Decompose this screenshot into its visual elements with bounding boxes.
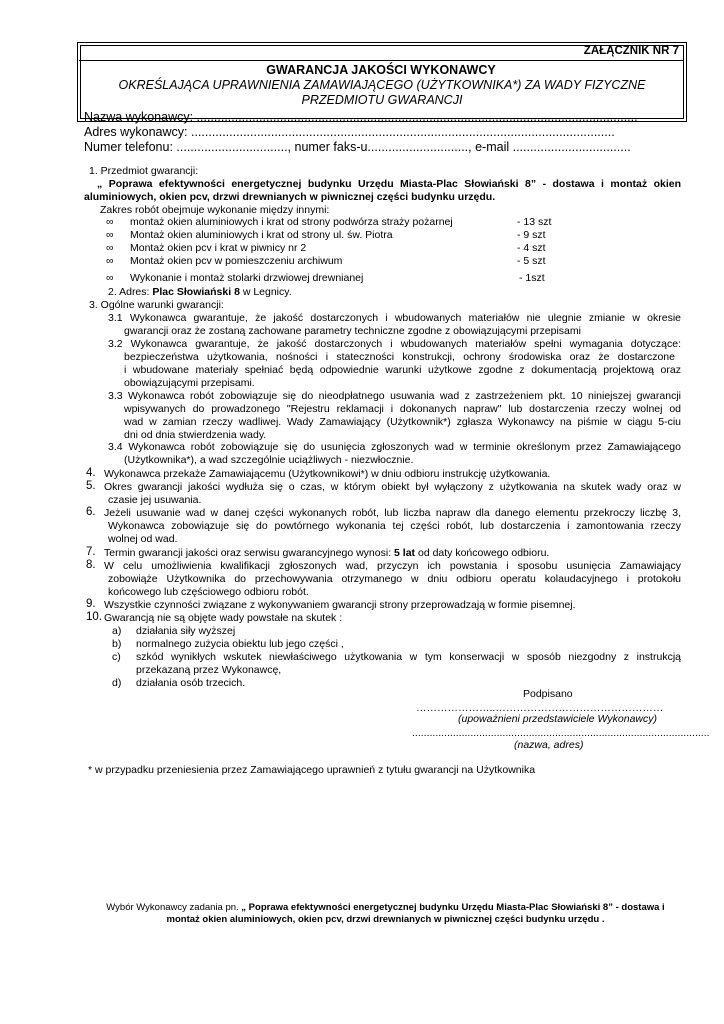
point-6-line-1: Jeżeli usuwanie wad w danej części wykonanych robót, lub liczba napraw dla danego elementu przekroczy liczbę 3, [104,507,681,519]
exclusion-item: szkód wynikłych wskutek niewłaściwego użytkowania w tym konserwacji w sposób niezgodny z instrukcją [136,651,681,663]
point-5-number: 5. [86,480,96,492]
subject-line-1: „ Poprawa efektywności energetycznej budynku Urzędu Miasta-Plac Słowiański 8” - dostawa i montaż okien [97,178,681,190]
point-6-line-3: wolnej od wad. [108,533,178,545]
scope-item-qty: - 1szt [519,272,545,284]
point-8-line-1: W celu umożliwienia kwalifikacji zgłoszonych wad, przyczyn ich powstania i sposobu usunięcia Zamawiający [104,560,681,572]
footnote: * w przypadku przeniesienia przez Zamawiającego uprawnień z tytułu gwarancji na Użytkownika [88,764,536,776]
point-9-number: 9. [86,598,96,610]
footer-line-1 [88,902,683,914]
clause-3-1-line-1: 3.1 Wykonawca gwarantuje, że jakość dostarczonych i wbudowanych materiałów nie ulegnie zmianie w okresie [108,312,681,324]
point-7-number: 7. [86,546,96,558]
exclusion-item-cont: przekazaną przez Wykonawcę, [136,664,282,676]
section-1-heading: 1. Przedmiot gwarancji: [89,165,199,177]
point-9-text: Wszystkie czynności związane z wykonywaniem gwarancji strony przeprowadzają w formie pisemnej. [104,599,576,611]
clause-3-4-line-2: (Użytkownika*), a wad szczególnie uciążliwych - niezwłocznie. [124,454,414,466]
clause-3-3-line-2: wpisywanych do prowadzonego "Rejestru reklamacji i dokonanych napraw" lub dostarczenia rzeczy wolnej od [124,403,681,415]
bullet-icon: ∞ [106,272,114,284]
clause-3-3-line-3: wad w zamian rzeczy wadliwej. Wady Zamawiający (Użytkownik*) zgłasza Wykonawcy na piśmie w ciągu 5-ciu [124,416,681,428]
clause-3-2-line-4: obowiązującymi przepisami. [124,377,255,389]
contractor-phone-field: Numer telefonu: ................................, numer faks-u............................., e-mail .................................. [84,140,631,154]
exclusion-letter: b) [112,638,122,650]
signature-line-1: …………………..………………………………………… [416,702,664,714]
bullet-icon: ∞ [106,255,114,267]
address-value: Plac Słowiański 8 [152,286,240,298]
point-8-line-3: końcowego lub częściowego odbioru robót. [108,586,309,598]
point-5-line-2: czasie jej usuwania. [108,494,202,506]
clause-3-1-line-2: gwarancji oraz że zostaną zachowane parametry techniczne zgodne z obowiązującymi przepisami [124,325,581,337]
scope-item: Montaż okien aluminiowych i krat od strony ul. św. Piotra [130,229,393,241]
exclusion-letter: a) [112,625,122,637]
warranty-period: 5 lat [394,547,416,559]
annex-label: ZAŁĄCZNIK NR 7 [583,45,679,57]
scope-intro: Zakres robót obejmuje wykonanie między innymi: [100,204,330,216]
scope-item: Montaż okien pcv i krat w piwnicy nr 2 [130,242,307,254]
subject-line-2: aluminiowych, okien pcv, drzwi drewnianych w piwnicznej części budynku urzędu. [84,191,496,203]
signature-caption-1: (upoważnieni przedstawiciele Wykonawcy) [458,713,657,725]
scope-item: Wykonanie i montaż stolarki drzwiowej drewnianej [130,272,364,284]
clause-3-2-line-3: i wbudowane materiały spełniać będą odpowiednie warunki użytkowe zgodne z dokumentacją projektową oraz [124,364,681,376]
point-6-number: 6. [86,506,96,518]
signature-caption-2: (nazwa, adres) [514,739,584,751]
scope-item: Montaż okien pcv w pomieszczeniu archiwum [130,255,343,267]
section-2-address [108,286,292,299]
scope-item-qty: - 9 szt [517,229,546,241]
clause-3-3-line-1: 3.3 Wykonawca robót zobowiązuje się do nieodpłatnego usuwania wad z zastrzeżeniem pkt. 10 niniejszej gwarancji [108,390,681,402]
point-5-line-1: Okres gwarancji jakości wydłuża się o czas, w którym obiekt był wyłączony z użytkowania na skutek wady oraz w [104,481,681,493]
address-prefix: 2. Adres: [108,286,153,298]
exclusion-item: normalnego zużycia obiektu lub jego części , [136,638,344,650]
clause-3-2-line-2: bezpieczeństwa użytkowania, nośności i stateczności konstrukcji, ochrony środowiska oraz że dostarczone [124,351,675,363]
footer-task-name: „ Poprawa efektywności energetycznej budynku Urzędu Miasta-Plac Słowiański 8” - dostawa i [241,902,665,913]
document-title: GWARANCJA JAKOŚCI WYKONAWCY [266,63,496,77]
contractor-address-field: Adres wykonawcy: .......................................................................................................................... [84,125,615,139]
exclusion-letter: d) [112,677,122,689]
subtitle-line-1: OKREŚLAJĄCA UPRAWNIENIA ZAMAWIAJĄCEGO (UŻYTKOWNIKA*) ZA WADY FIZYCZNE [118,78,646,92]
point-6-line-2: Wykonawca zobowiązuje się do powtórnego wykonania tej części robót, lub dostarczenia i zamontowania rzeczy [108,520,681,532]
point-4-number: 4. [86,467,96,479]
clause-3-4-line-1: 3.4 Wykonawca robót zobowiązuje się do usunięcia zgłoszonych wad w terminie określonym przez Zamawiającego [108,441,681,453]
exclusion-item: działania osób trzecich. [136,677,246,689]
point-8-number: 8. [86,559,96,571]
point-4-text: Wykonawca przekaże Zamawiającemu (Użytkownikowi*) w dniu odbioru instrukcję użytkowania. [104,468,551,480]
bullet-icon: ∞ [106,216,114,228]
clause-3-3-line-4: dni od dnia stwierdzenia wady. [124,429,267,441]
point-7-suffix: od daty końcowego odbioru. [415,547,550,559]
signature-line-2: ...................................................................................................... [412,727,710,739]
annex-bar [79,44,683,61]
exclusion-letter: c) [112,651,121,663]
bullet-icon: ∞ [106,229,114,241]
page-footer [88,902,683,926]
document-subtitle [84,78,680,107]
subtitle-line-2: PRZEDMIOTU GWARANCJI [301,92,463,107]
footer-prefix: Wybór Wykonawcy zadania pn. [106,902,242,913]
footer-line-2: montaż okien aluminiowych, okien pcv, drzwi drewnianych w piwnicznej części budynku urzędu . [166,914,605,925]
point-10-number: 10. [86,611,102,623]
address-suffix: w Legnicy. [239,286,292,298]
point-7-text [104,547,549,560]
exclusion-item: działania siły wyższej [136,625,236,637]
clause-3-2-line-1: 3.2 Wykonawca gwarantuje, że jakość dostarczonych i wbudowanych materiałów spełni wymagania dotyczące: [108,338,681,350]
scope-item-qty: - 4 szt [517,242,546,254]
scope-item-qty: - 5 szt [517,255,546,267]
point-7-prefix: Termin gwarancji jakości oraz serwisu gwarancyjnego wynosi: [104,547,395,559]
bullet-icon: ∞ [106,242,114,254]
scope-item: montaż okien aluminiowych i krat od strony podwórza straży pożarnej [130,216,453,228]
signed-label: Podpisano [523,688,573,700]
point-8-line-2: zobowiąże Użytkownika do przechowywania otrzymanego w dniu odbioru operatu kolaudacyjnego i protokołu [108,573,681,585]
contractor-name-field: Nazwa wykonawcy: ............................................................................................................................... [84,110,638,124]
section-3-heading: 3. Ogólne warunki gwarancji: [89,299,224,311]
point-10-text: Gwarancją nie są objęte wady powstałe na skutek : [104,612,343,624]
scope-item-qty: - 13 szt [517,216,552,228]
